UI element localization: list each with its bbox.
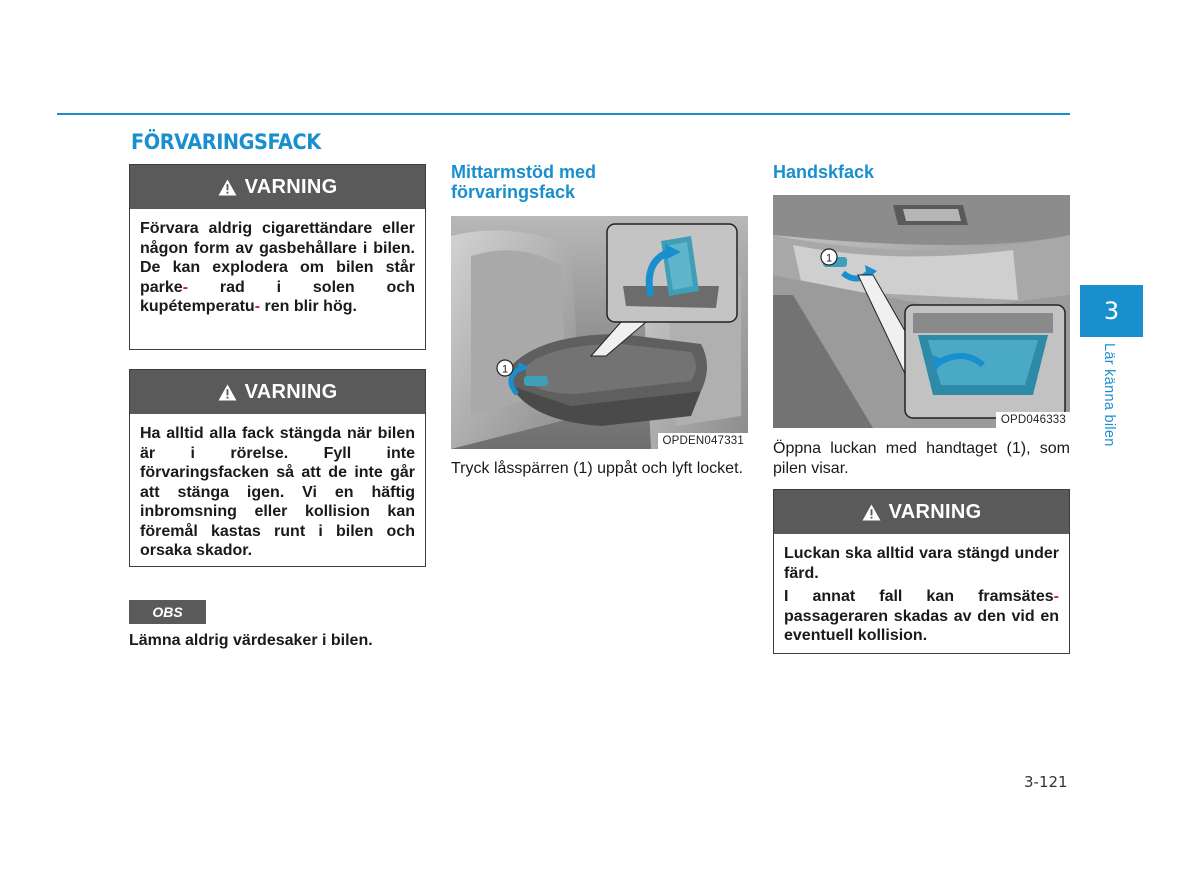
page-number: 3-121	[1024, 773, 1068, 791]
warning-header	[130, 165, 425, 209]
glovebox-text: Öppna luckan med handtaget (1), som pilen visar.	[773, 440, 1070, 477]
obs-tag: OBS	[129, 600, 206, 624]
warning-triangle-icon	[218, 384, 237, 401]
warning-header	[774, 490, 1069, 534]
warning-box-1	[129, 164, 426, 350]
armrest-heading: Mittarmstöd med förvaringsfack	[451, 162, 597, 202]
top-rule	[57, 113, 1070, 115]
chapter-tab[interactable]: 3	[1080, 285, 1143, 337]
section-title: FÖRVARINGSFACK	[131, 130, 321, 154]
warning-header	[130, 370, 425, 414]
callout-number: 1	[825, 252, 833, 265]
warning-triangle-icon	[862, 504, 881, 521]
obs-text: Lämna aldrig värdesaker i bilen.	[129, 632, 373, 649]
warning-heading: VARNING	[244, 380, 338, 403]
chapter-label: Lär känna bilen	[1101, 343, 1117, 447]
callout-number: 1	[501, 363, 509, 376]
glovebox-illustration	[773, 195, 1070, 428]
armrest-illustration	[451, 216, 748, 449]
warning-text: Ha alltid alla fack stängda när bilen är i rörelse. Fyll inte förvaringsfacken så att de inte går att stänga igen. Vi en häftig inbromsning eller kollision kan föremål kastas runt i bilen och orsaka skador.	[140, 425, 415, 559]
warning-text: Förvara aldrig cigarettändare eller någon form av gasbehållare i bilen. De kan explodera om bilen står parke- rad i solen och kupétemperatu- ren blir hög.	[140, 220, 415, 315]
glovebox-heading: Handskfack	[773, 162, 875, 182]
armrest-text: Tryck låsspärren (1) uppåt och lyft locket.	[451, 460, 743, 477]
warning-heading: VARNING	[244, 175, 338, 198]
warning-triangle-icon	[218, 179, 237, 196]
warning-heading: VARNING	[888, 500, 982, 523]
warning-text: Luckan ska alltid vara stängd under färd. I annat fall kan framsätes-passageraren skadas av den vid en eventuell kollision.	[784, 545, 1059, 644]
warning-box-2	[129, 369, 426, 567]
image-code: OPDEN047331	[658, 433, 748, 449]
image-code: OPD046333	[996, 412, 1070, 428]
warning-box-3	[773, 489, 1070, 654]
